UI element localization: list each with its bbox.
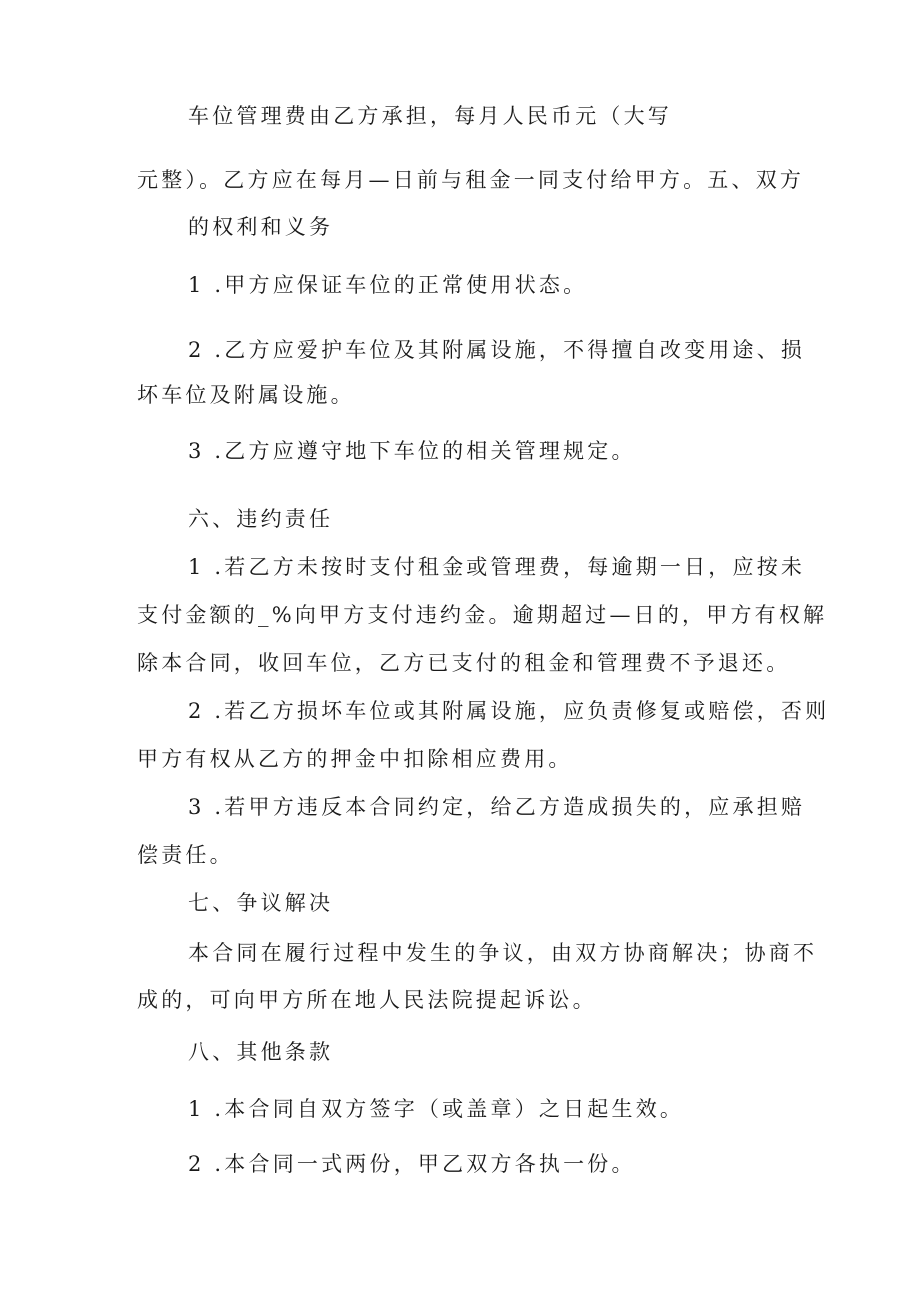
text-line: 甲方有权从乙方的押金中扣除相应费用。 — [137, 747, 573, 771]
text-line: 除本合同，收回车位，乙方已支付的租金和管理费不予退还。 — [137, 651, 791, 675]
text-line: 2 .若乙方损坏车位或其附属设施，应负责修复或赔偿，否则 — [188, 699, 830, 723]
text-line: 1 .若乙方未按时支付租金或管理费，每逾期一日，应按未 — [188, 555, 806, 579]
section-heading: 六、违约责任 — [188, 507, 334, 531]
text-line: 1 .本合同自双方签字（或盖章）之日起生效。 — [188, 1097, 685, 1121]
text-line: 3 .乙方应遵守地下车位的相关管理规定。 — [188, 439, 636, 463]
text-line: 3 .若甲方违反本合同约定，给乙方造成损失的，应承担赔 — [188, 795, 806, 819]
text-line: 元整）。乙方应在每月—日前与租金一同支付给甲方。五、双方 — [137, 168, 805, 192]
text-line: 成的，可向甲方所在地人民法院提起诉讼。 — [137, 988, 597, 1012]
text-line: 支付金额的_%向甲方支付违约金。逾期超过—日的，甲方有权解 — [137, 603, 828, 627]
text-line: 2 .乙方应爱护车位及其附属设施，不得擅自改变用途、损 — [188, 338, 806, 362]
text-line: 2 .本合同一式两份，甲乙双方各执一份。 — [188, 1152, 636, 1176]
text-line: 坏车位及附属设施。 — [137, 383, 355, 407]
text-line: 车位管理费由乙方承担，每月人民币元（大写 — [188, 104, 672, 128]
text-line: 1 .甲方应保证车位的正常使用状态。 — [188, 273, 588, 297]
text-line: 本合同在履行过程中发生的争议，由双方协商解决；协商不 — [188, 941, 818, 965]
text-line: 偿责任。 — [137, 843, 234, 867]
text-line: 的权利和义务 — [188, 215, 334, 239]
section-heading: 七、争议解决 — [188, 891, 334, 915]
section-heading: 八、其他条款 — [188, 1040, 334, 1064]
